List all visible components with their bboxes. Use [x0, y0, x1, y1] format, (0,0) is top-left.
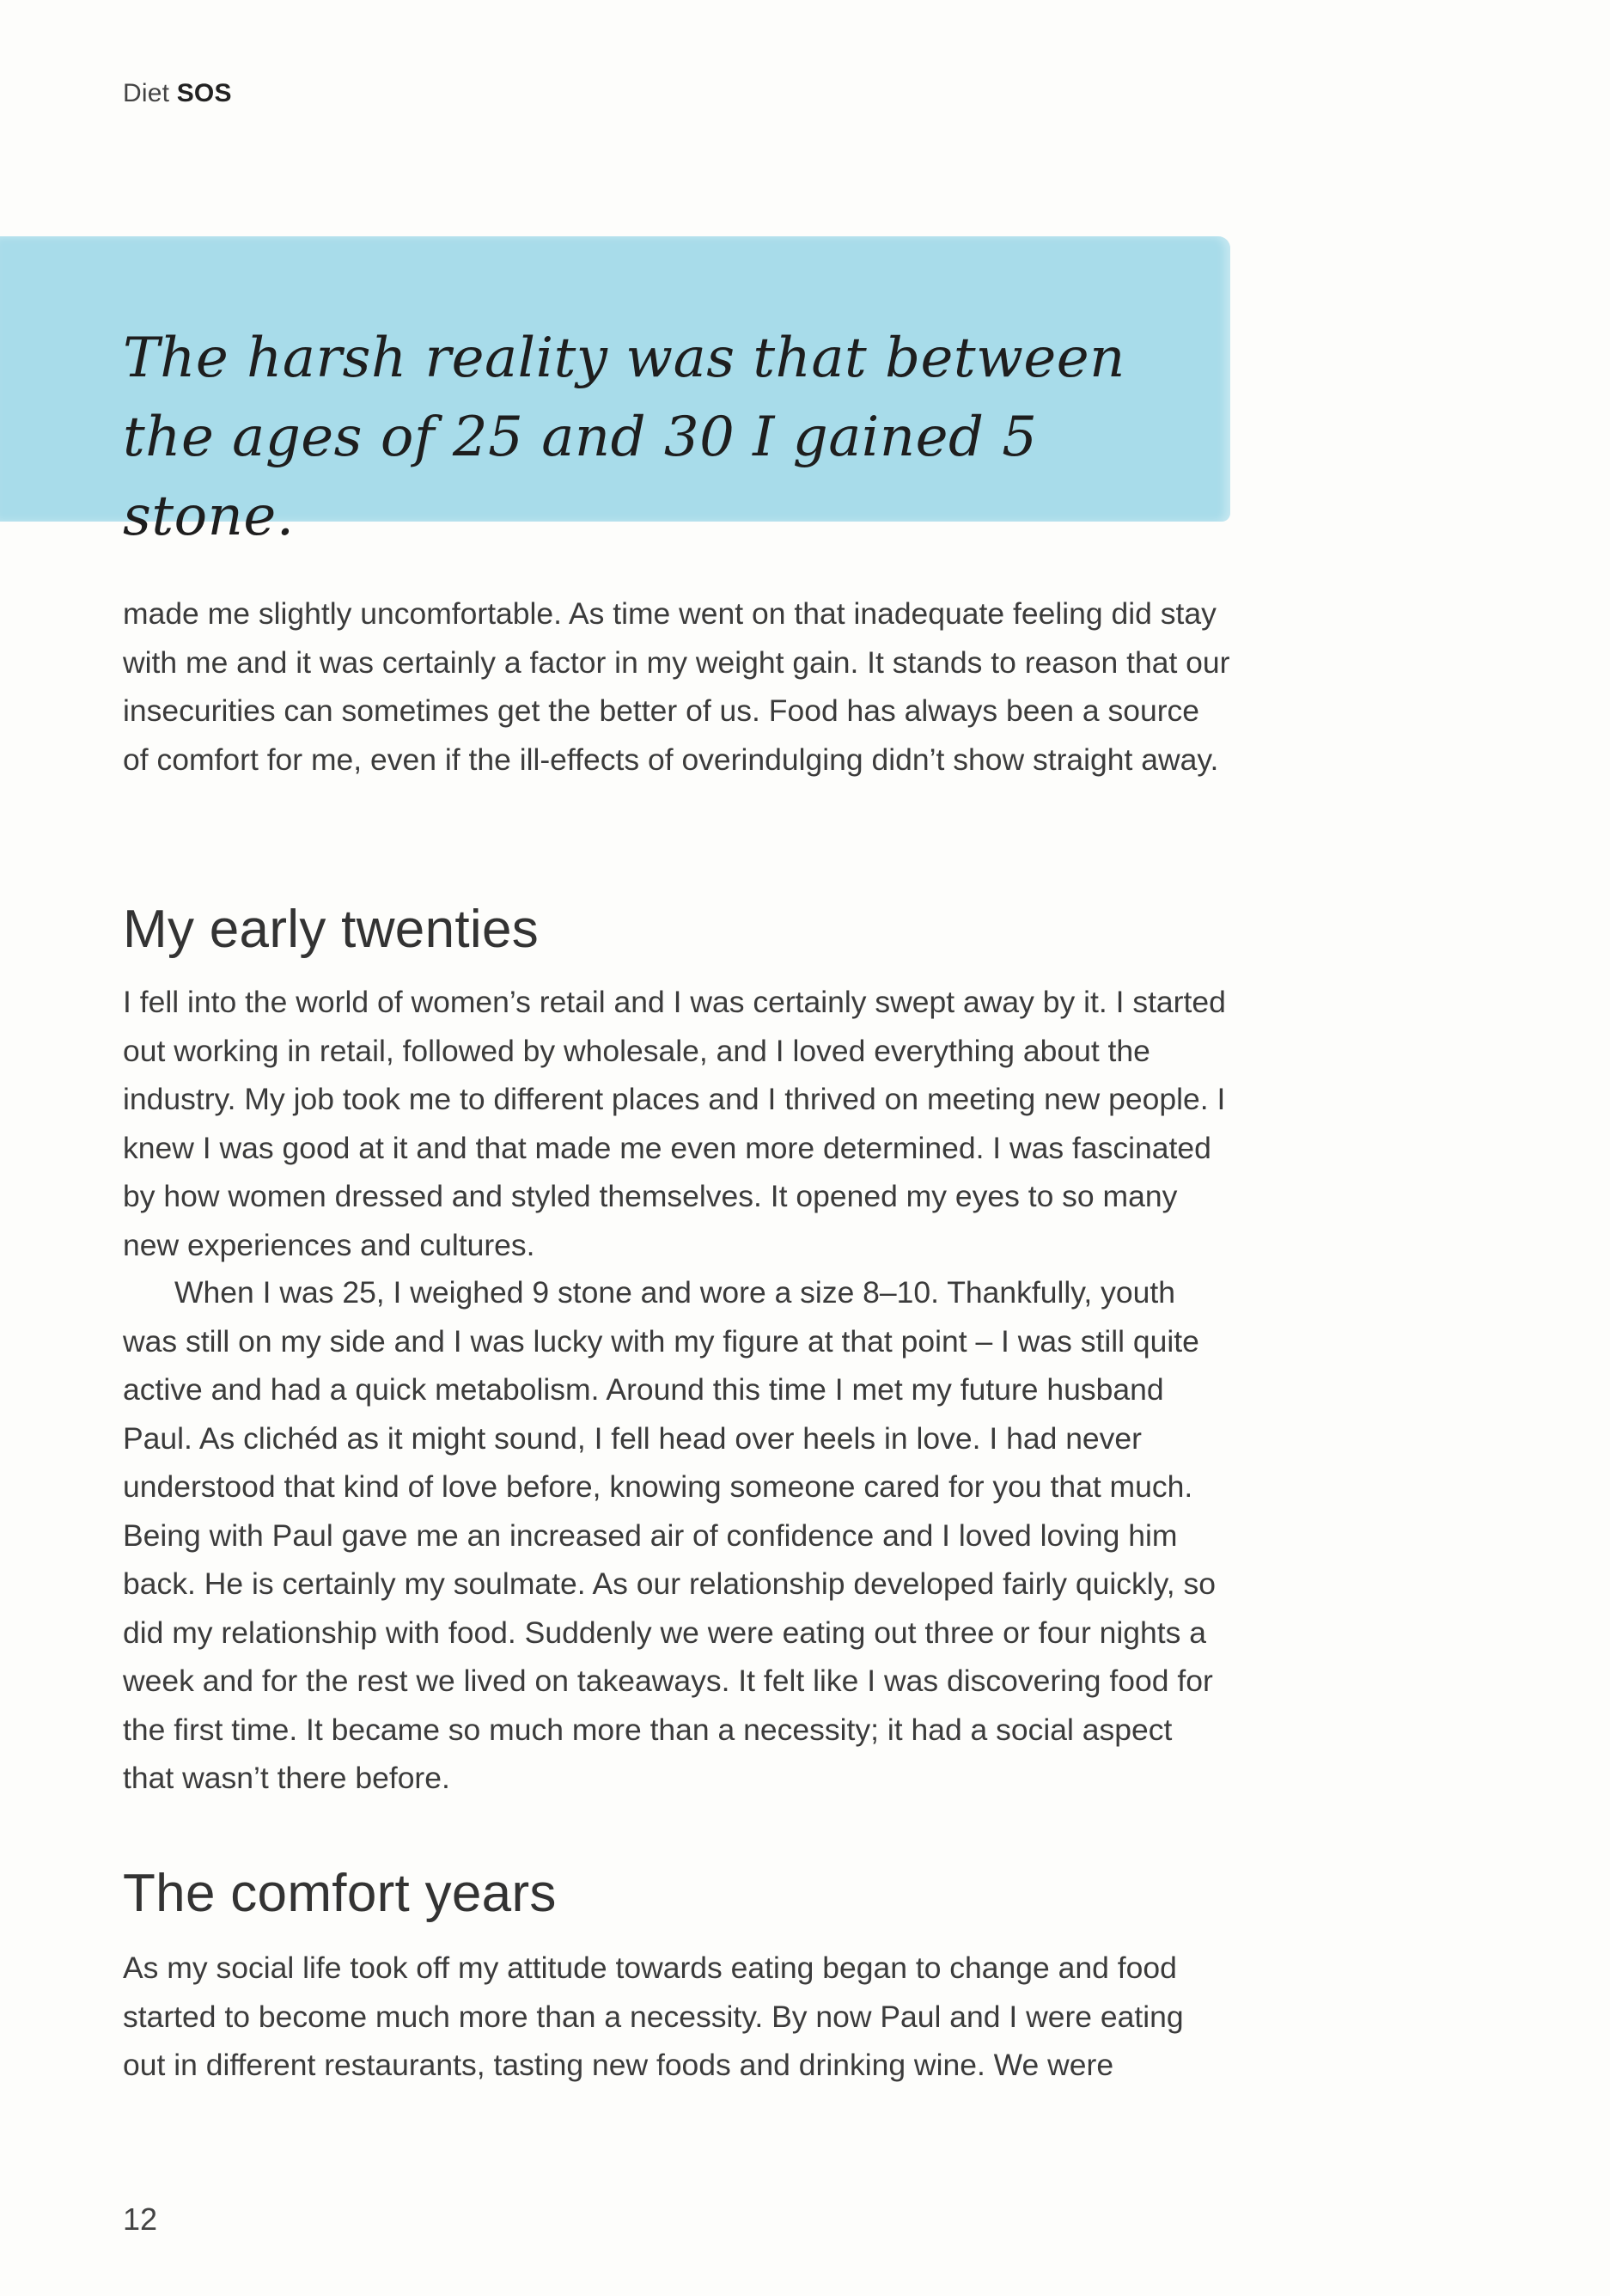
- early-twenties-paragraph-1: I fell into the world of women’s retail and I was certainly swept away by it. I started out working in retail, followed by wholesale, and I loved everything about the industry. My job took me to different places and I thrived on meeting new people. I knew I was good at it and that made me even more determined. I was fascinated by how women dressed and styled themselves. It opened my eyes to so many new experiences and cultures.: [123, 985, 1226, 1262]
- intro-paragraph: made me slightly uncomfortable. As time went on that inadequate feeling did stay with me and it was certainly a factor in my weight gain. It stands to reason that our insecurities can sometimes get the better of us. Food has always been a source of comfort for me, even if the ill-effects of overindulging didn’t show straight away.: [123, 596, 1230, 777]
- running-head: [123, 79, 232, 108]
- pull-quote-text: The harsh reality was that between the ages of 25 and 30 I gained 5 stone.: [123, 327, 1125, 548]
- book-title-emphasis: SOS: [176, 79, 232, 107]
- early-twenties-paragraph-2: When I was 25, I weighed 9 stone and wore a size 8–10. Thankfully, youth was still on my side and I was lucky with my figure at that point – I was still quite active and had a quick metabolism. Around this time I met my future husband Paul. As clichéd as it might sound, I fell head over heels in love. I had never understood that kind of love before, knowing someone cared for you that much. Being with Paul gave me an increased air of confidence and I loved loving him back. He is certainly my soulmate. As our relationship developed fairly quickly, so did my relationship with food. Suddenly we were eating out three or four nights a week and for the rest we lived on takeaways. It felt like I was discovering food for the first time. It became so much more than a necessity; it had a social aspect that wasn’t there before.: [123, 1275, 1217, 1795]
- section-heading-comfort-years: The comfort years: [123, 1864, 557, 1923]
- pull-quote-box: [0, 236, 1230, 548]
- book-title-prefix: Diet: [123, 79, 170, 107]
- section-heading-early-twenties: My early twenties: [123, 900, 540, 959]
- page-number: 12: [123, 2201, 158, 2237]
- comfort-years-paragraph-1: As my social life took off my attitude towards eating began to change and food started to become much more than a necessity. By now Paul and I were eating out in different restaurants, tasting new foods and drinking wine. We were: [123, 1951, 1184, 2082]
